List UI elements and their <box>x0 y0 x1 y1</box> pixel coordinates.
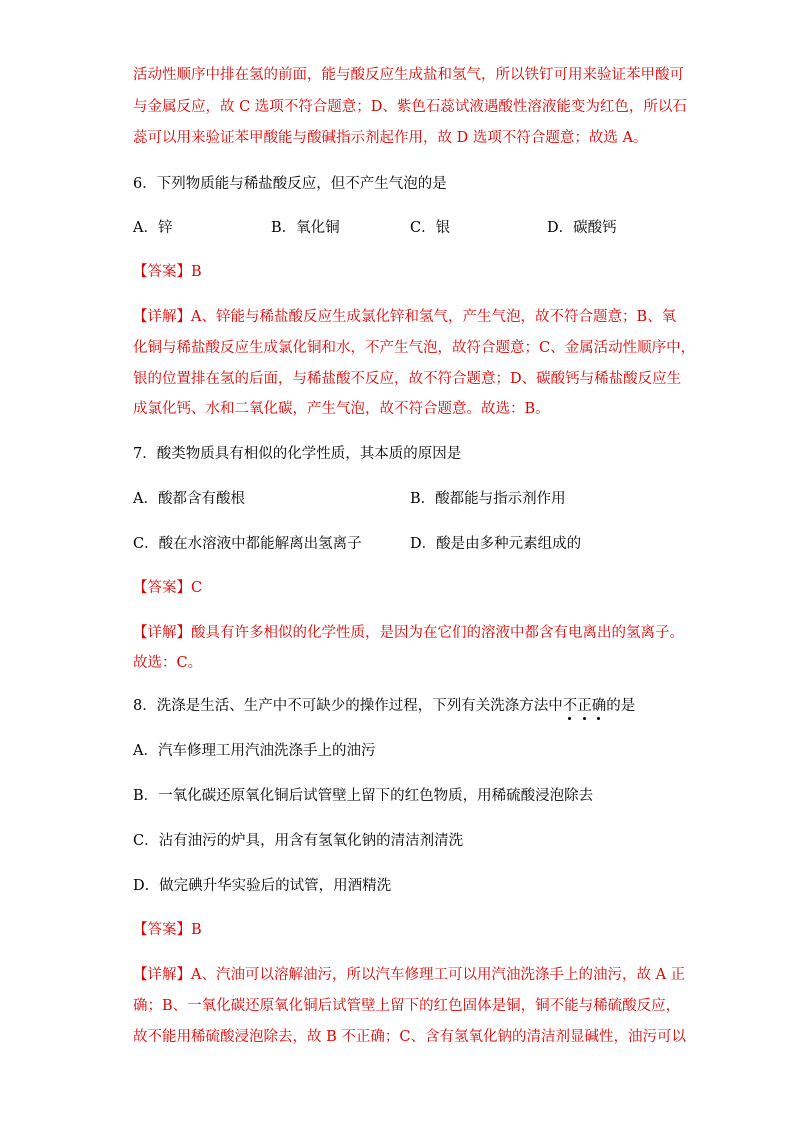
explanation-line: 与金属反应，故 C 选项不符合题意；D、紫色石蕊试液遇酸性溶液能变为红色，所以石 <box>133 99 687 115</box>
q6-explanation-line: 【详解】A、锌能与稀盐酸反应生成氯化锌和氢气，产生气泡，故不符合题意；B、氧 <box>133 309 677 325</box>
q6-option-c: C．银 <box>410 220 451 236</box>
q8-option-b: B．一氧化碳还原氧化铜后试管壁上留下的红色物质，用稀硫酸浸泡除去 <box>133 788 594 804</box>
q7-answer: 【答案】C <box>133 580 203 596</box>
q7-option-b: B．酸都能与指示剂作用 <box>410 491 566 507</box>
q8-emphasis-char: 不 <box>562 698 578 714</box>
q7-option-a: A．酸都含有酸根 <box>133 491 245 507</box>
q8-explanation-line: 【详解】A、汽油可以溶解油污，所以汽车修理工可以用汽油洗涤手上的油污，故 A 正 <box>133 967 686 983</box>
q6-option-b: B．氧化铜 <box>271 220 340 236</box>
question-7-stem: 7．酸类物质具有相似的化学性质，其本质的原因是 <box>133 446 462 462</box>
q8-explanation-line: 故不能用稀硫酸浸泡除去，故 B 不正确；C、含有氢氧化钠的清洁剂显碱性，油污可以 <box>133 1029 686 1045</box>
q8-explanation-line: 确；B、一氧化碳还原氧化铜后试管壁上留下的红色固体是铜，铜不能与稀硫酸反应， <box>133 998 681 1014</box>
q7-explanation-line: 【详解】酸具有许多相似的化学性质，是因为在它们的溶液中都含有电离出的氢离子。 <box>133 625 684 641</box>
q8-option-c: C．沾有油污的炉具，用含有氢氧化钠的清洁剂清洗 <box>133 833 464 849</box>
q6-answer: 【答案】B <box>133 264 202 280</box>
question-6-stem: 6．下列物质能与稀盐酸反应，但不产生气泡的是 <box>133 176 447 192</box>
q6-explanation-line: 银的位置排在氢的后面，与稀盐酸不反应，故不符合题意；D、碳酸钙与稀盐酸反应生 <box>133 371 682 387</box>
q6-option-d: D．碳酸钙 <box>547 220 617 236</box>
q8-option-d: D．做完碘升华实验后的试管，用酒精洗 <box>133 878 392 894</box>
explanation-line: 活动性顺序中排在氢的前面，能与酸反应生成盐和氢气，所以铁钉可用来验证苯甲酸可 <box>133 67 684 83</box>
q7-option-c: C．酸在水溶液中都能解离出氢离子 <box>133 536 362 552</box>
q7-option-d: D．酸是由多种元素组成的 <box>410 536 582 552</box>
q6-option-a: A．锌 <box>133 220 173 236</box>
q8-emphasis-char: 正 <box>577 698 592 714</box>
q8-option-a: A．汽车修理工用汽油洗涤手上的油污 <box>133 743 376 759</box>
question-8-stem <box>133 696 635 716</box>
q6-explanation-line: 化铜与稀盐酸反应生成氯化铜和水，不产生气泡，故符合题意；C、金属活动性顺序中， <box>133 340 696 356</box>
q6-explanation-line: 成氯化钙、水和二氧化碳，产生气泡，故不符合题意。故选：B。 <box>133 401 550 417</box>
q7-explanation-line: 故选：C。 <box>133 655 203 671</box>
explanation-line: 蕊可以用来验证苯甲酸能与酸碱指示剂起作用，故 D 选项不符合题意；故选 A。 <box>133 130 648 146</box>
q8-stem-text: 8．洗涤是生活、生产中不可缺少的操作过程，下列有关洗涤方法中 <box>133 698 563 714</box>
q8-stem-text: 的是 <box>606 698 636 714</box>
q8-answer: 【答案】B <box>133 922 202 938</box>
q8-emphasis-char: 确 <box>591 698 607 714</box>
